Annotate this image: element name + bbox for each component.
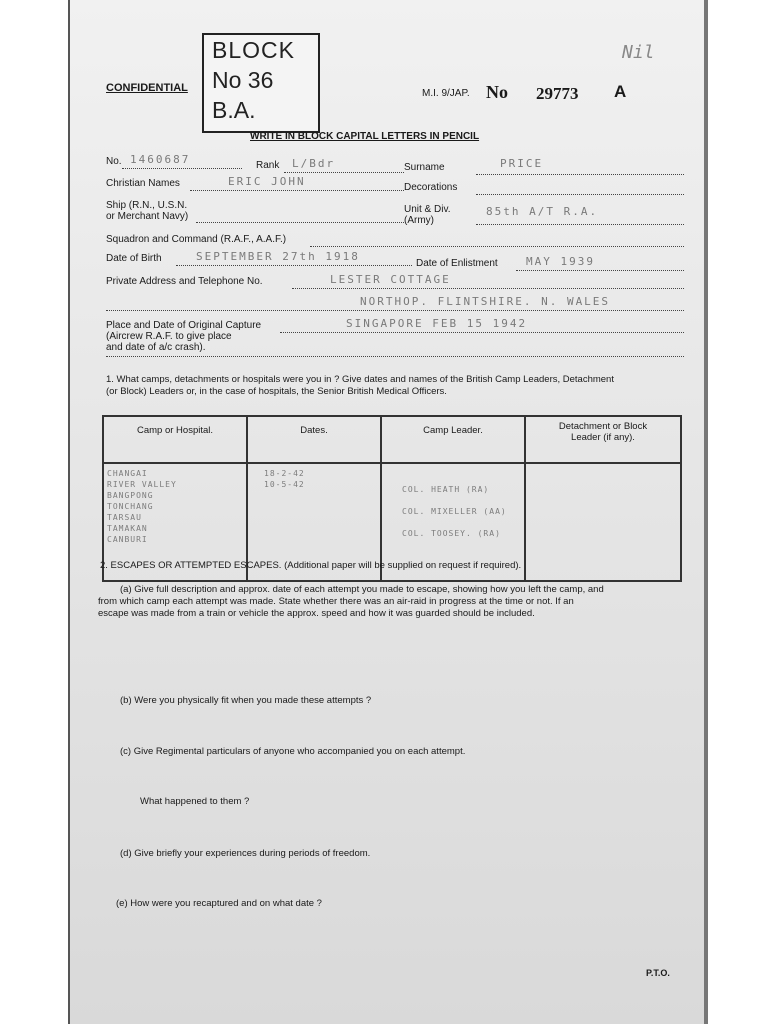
enlistment-line: [516, 270, 684, 271]
surname-value: PRICE: [500, 157, 544, 170]
dates-cell: 18-2-42 10-5-42: [247, 463, 381, 581]
camps-cell: CHANGAI RIVER VALLEY BANGPONG TONCHANG TARSAU TAMAKAN CANBURI: [103, 463, 247, 581]
unit-label-1: Unit & Div.: [404, 204, 451, 215]
header-dates: Dates.: [247, 416, 381, 463]
block-stamp: [202, 33, 320, 133]
unit-line: [476, 224, 684, 225]
series-letter: A: [614, 82, 627, 101]
christian-names-label: Christian Names: [106, 178, 180, 189]
question-2c-followup: What happened to them ?: [140, 796, 250, 807]
camps-table: [102, 415, 682, 582]
question-1-line-2: (or Block) Leaders or, in the case of hospitals, the Senior British Medical Officers.: [106, 386, 447, 397]
squadron-label: Squadron and Command (R.A.F., A.A.F.): [106, 234, 287, 245]
question-1-line-1: 1. What camps, detachments or hospitals were you in ? Give dates and names of the British Camp Leaders, Detachment: [106, 374, 614, 385]
form-page: [68, 0, 704, 1024]
ref-code: M.I. 9/JAP.: [422, 88, 470, 99]
address-value-2: NORTHOP. FLINTSHIRE. N. WALES: [360, 295, 611, 308]
rank-line: [284, 172, 404, 173]
question-2a-line-3: escape was made from a train or vehicle the approx. speed and how it was guarded should be included.: [98, 608, 535, 619]
nil-note: Nil: [622, 42, 655, 63]
capture-line: [280, 332, 684, 333]
pto-label: P.T.O.: [646, 968, 670, 978]
unit-label-2: (Army): [404, 215, 434, 226]
address-line-2: [106, 310, 684, 311]
ship-label-1: Ship (R.N., U.S.N.: [106, 200, 188, 211]
enlistment-label: Date of Enlistment: [416, 258, 498, 269]
dob-value: SEPTEMBER 27th 1918: [196, 250, 360, 263]
no-line: [122, 168, 242, 169]
capture-label-3: and date of a/c crash).: [106, 342, 206, 353]
dob-line: [176, 265, 412, 266]
detachment-cell: [525, 463, 681, 581]
rank-label: Rank: [256, 160, 280, 171]
stamp-block: BLOCK: [212, 37, 295, 63]
number-label: No: [486, 82, 508, 102]
christian-names-value: ERIC JOHN: [228, 175, 306, 188]
question-2a-line-1: (a) Give full description and approx. date of each attempt you made to escape, showing how you left the camp, and: [120, 584, 604, 595]
question-2d: (d) Give briefly your experiences during periods of freedom.: [120, 848, 371, 859]
unit-value: 85th A/T R.A.: [486, 205, 599, 218]
rank-value: L/Bdr: [292, 157, 336, 170]
question-2e: (e) How were you recaptured and on what date ?: [116, 898, 322, 909]
surname-label: Surname: [404, 162, 445, 173]
capture-line-2: [106, 356, 684, 357]
header-detachment: Detachment or Block Leader (if any).: [525, 416, 681, 463]
christian-names-line: [190, 190, 404, 191]
instruction-heading: WRITE IN BLOCK CAPITAL LETTERS IN PENCIL: [250, 131, 480, 142]
stamp-ba: B.A.: [212, 97, 256, 123]
no-value: 1460687: [130, 153, 191, 166]
squadron-line: [310, 246, 684, 247]
header-camp: Camp or Hospital.: [103, 416, 247, 463]
stamp-number: No 36: [212, 67, 274, 93]
dob-label: Date of Birth: [106, 253, 162, 264]
confidential-label: CONFIDENTIAL: [106, 82, 188, 94]
ship-line: [196, 222, 404, 223]
enlistment-value: MAY 1939: [526, 255, 595, 268]
leaders-cell: COL. HEATH (RA) COL. MIXELLER (AA) COL. TOOSEY. (RA): [381, 463, 525, 581]
address-value-1: LESTER COTTAGE: [330, 273, 451, 286]
capture-label-1: Place and Date of Original Capture: [106, 320, 262, 331]
question-2-title: 2. ESCAPES OR ATTEMPTED ESCAPES. (Additional paper will be supplied on request if required).: [100, 560, 522, 571]
capture-value: SINGAPORE FEB 15 1942: [346, 317, 528, 330]
header-camp-leader: Camp Leader.: [381, 416, 525, 463]
surname-line: [476, 174, 684, 175]
address-label: Private Address and Telephone No.: [106, 276, 263, 287]
table-header-row: [103, 416, 681, 463]
no-label: No.: [106, 156, 122, 167]
ship-label-2: or Merchant Navy): [106, 211, 189, 222]
capture-label-2: (Aircrew R.A.F. to give place: [106, 331, 232, 342]
question-2a-line-2: from which camp each attempt was made. State whether there was an air-raid in progress at the time or not. If an: [98, 596, 574, 607]
address-line-1: [292, 288, 684, 289]
decorations-label: Decorations: [404, 182, 458, 193]
question-2c: (c) Give Regimental particulars of anyone who accompanied you on each attempt.: [120, 746, 466, 757]
form-number: 29773: [536, 84, 579, 103]
decorations-line: [476, 194, 684, 195]
question-2b: (b) Were you physically fit when you made these attempts ?: [120, 695, 372, 706]
